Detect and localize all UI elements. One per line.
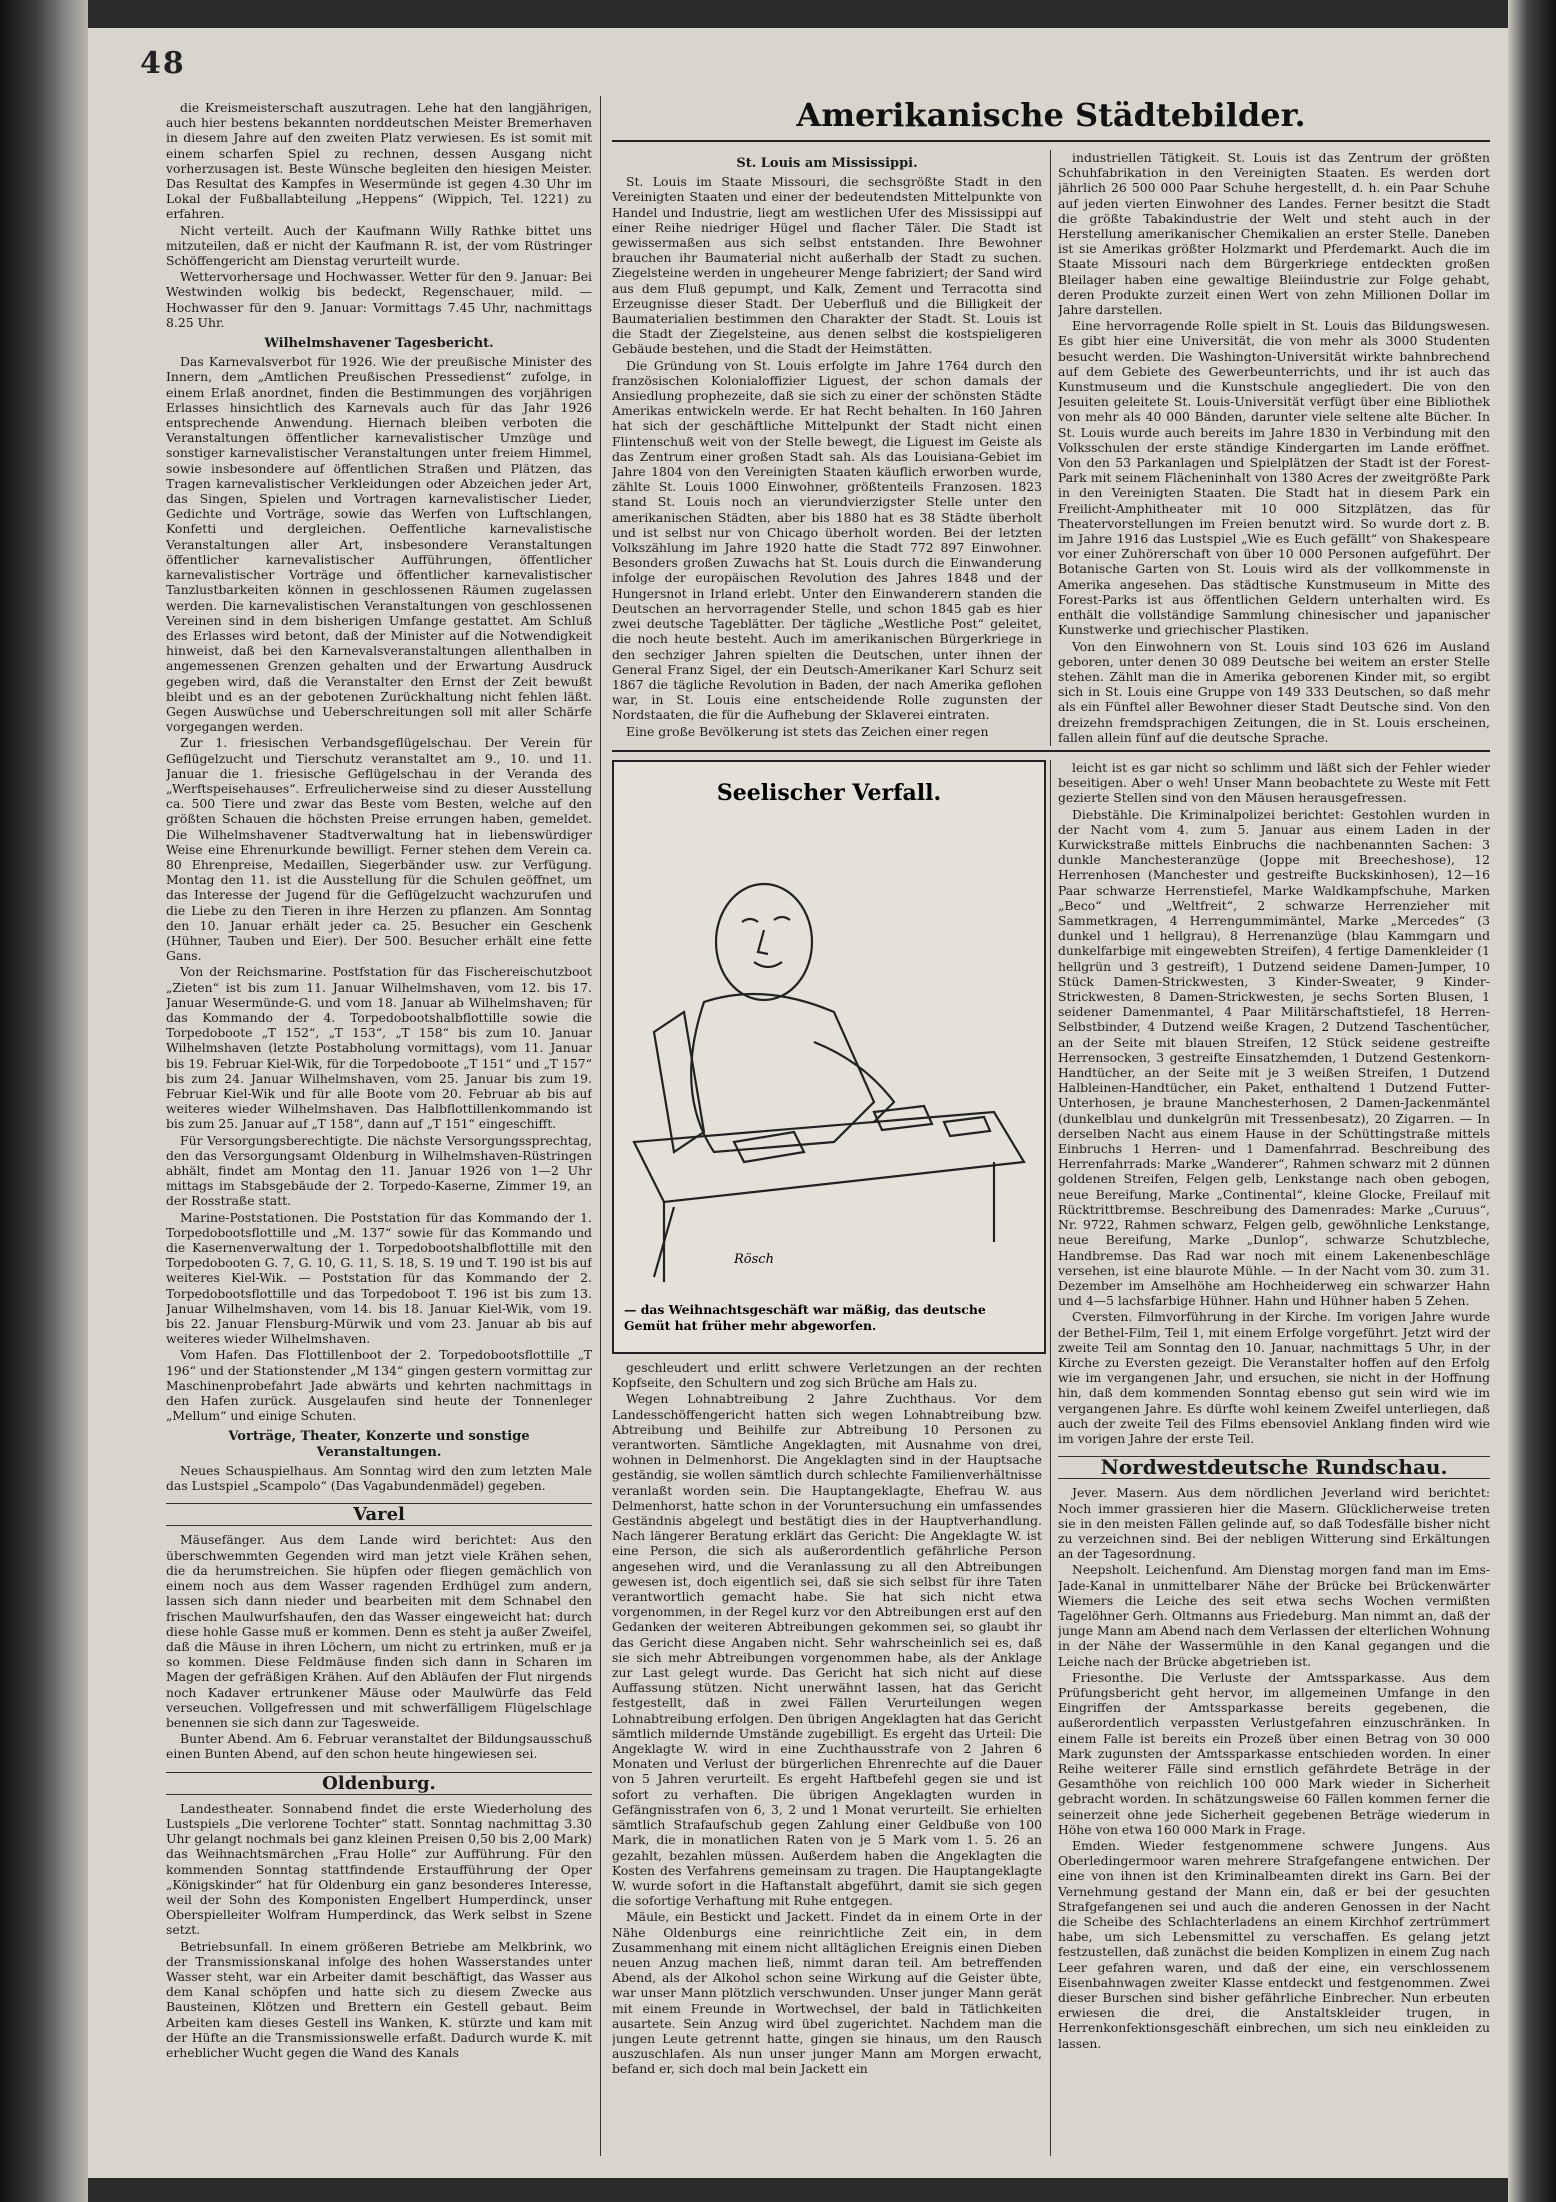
section-heading: Wilhelmshavener Tagesbericht. <box>264 336 494 352</box>
figure-body <box>691 994 874 1152</box>
column-rule <box>1050 150 1051 746</box>
paragraph: Landestheater. Sonnabend findet die erste Wiederholung des Lustspiels „Die verlorene Tochter“ statt. Sonntag nachmittag 3.30 Uhr gelangt nochmals bei ganz kleinen Preisen 0,50 bis 2,00 Mark) das Weihnachtsmärchen „Frau Holle“ zur Aufführung. Für den kommenden Sonntag stattfindende Erstaufführung der Oper „Königskinder“ hat für Oldenburg ein ganz besonderes Interesse, weil der Sohn des Komponisten Engelbert Humperdinck, unser Oberspielleiter Wolfram Humperdinck, das Werk selbst in Szene setzt. <box>166 1800 592 1938</box>
column-middle-bottom <box>612 1360 1042 2156</box>
paragraph: St. Louis im Staate Missouri, die sechsgrößte Stadt in den Vereinigten Staaten und einer der bedeutendsten Mittelpunkte von Handel und Industrie, liegt am westlichen Ufer des Mississippi auf einer Reihe niedriger Hügel und flacher Täler. Die Stadt ist gewissermaßen aus sich selbst entstanden. Ihre Bewohner brauchen ihr Baumaterial nicht außerhalb der Stadt zu suchen. Ziegelsteine werden in ungeheurer Menge fabriziert; der Sand wird aus dem Fluß gepumpt, und Kalk, Zement und Terracotta sind Erzeugnisse dieser Stadt. Der Ueberfluß und die Billigkeit der Baumaterialien bestimmen den Charakter der Stadt. St. Louis ist die Stadt der Ziegelsteine, aus denen selbst die kostspieligeren Gebäude bestehen, und die Stadt der Heimstätten. <box>612 174 1042 357</box>
paragraph: Zur 1. friesischen Verbandsgeflügelschau. Der Verein für Geflügelzucht und Tierschutz veranstaltet am 9., 10. und 11. Januar die 1. friesische Geflügelschau in der Veranda des „Werftspeisehauses“. Erfreulicherweise sind zu dieser Ausstellung ca. 500 Tiere und zwar das Beste vom Besten, welche auf den größten Schauen die höchsten Preise errungen haben, gemeldet. Die Wilhelmshavener Stadtverwaltung hat in liebenswürdiger Weise eine Ehrenurkunde bewilligt. Ferner stehen dem Verein ca. 80 Ehrenpreise, Medaillen, Siegerbänder usw. zur Verfügung. Montag den 11. ist die Ausstellung für die Schulen geöffnet, um das Interesse der Jugend für die Geflügelzucht wachzurufen und die Liebe zu den Tieren in ihre Herzen zu pflanzen. Am Sonntag den 10. Januar erhält jeder ca. 25. Besucher ein Geschenk (Hühner, Tauben und Eier). Der 500. Besucher erhält eine fette Gans. <box>166 735 592 964</box>
section-heading: Oldenburg. <box>166 1772 592 1795</box>
paragraph: industriellen Tätigkeit. St. Louis ist das Zentrum der größten Schuhfabrikation in den Vereinigten Staaten. Es werden dort jährlich 26 500 000 Paar Schuhe hergestellt, d. h. ein Paar Schuhe auf jeden vierten Einwohner des Landes. Ferner besitzt die Stadt die größte Tabakindustrie der Welt und steht auch in der Herstellung amerikanischer Chemikalien an erster Stelle. Daneben ist sie Amerikas größter Holzmarkt und Pferdemarkt. Auch die im Staate Missouri nach dem Bürgerkriege entdeckten großen Bleilager haben eine gewaltige Bleiindustrie zur Folge gehabt, deren Produkte zurzeit einen Wert von zehn Millionen Dollar im Jahre darstellen. <box>1058 150 1490 318</box>
headline-rule <box>612 140 1490 142</box>
column-rule <box>1050 760 1051 2156</box>
figure-head <box>716 884 812 1000</box>
paragraph: leicht ist es gar nicht so schlimm und läßt sich der Fehler wieder beseitigen. Aber o weh! Unser Mann beobachtete zu Weste mit Fett gezierte Stellen sind von den Mäusen herausgefressen. <box>1058 760 1490 806</box>
paragraph: Marine-Poststationen. Die Poststation für das Kommando der 1. Torpedobootsflottille und „M. 137“ sowie für das Kommando und die Kasernenverwaltung der 1. Torpedobootshalbflottille mit den Torpedobooten G. 7, G. 10, G. 11, S. 18, S. 19 und T. 190 ist bis auf weiteres Kiel-Wik. — Poststation für das Kommando der 2. Torpedobootsflottille und das Torpedoboot T. 196 ist bis zum 13. Januar Wilhelmshaven, vom 14. bis 18. Januar Kiel-Wik, vom 19. bis 22. Januar Flensburg-Mürwik und vom 23. Januar ab bis auf weiteres wieder Wilhelmshaven. <box>166 1209 592 1347</box>
paragraph: Nicht verteilt. Auch der Kaufmann Willy Rathke bittet uns mitzuteilen, daß er nicht der Kaufmann R. ist, der vom Rüstringer Schöffengericht am Dienstag verurteilt wurde. <box>166 222 592 269</box>
paragraph: Diebstähle. Die Kriminalpolizei berichtet: Gestohlen wurden in der Nacht vom 4. zum 5. Januar aus einem Laden in der Kurwickstraße mittels Einbruchs die nachbenannten Sachen: 3 dunkle Manchesteranzüge (Joppe mit Breecheshose), 12 Herrenhosen (Manchester und gestreifte Buckskinhosen), 12—16 Paar schwarze Herrenstiefel, Marke Waldkampfschuhe, Marken „Beco“ und „Weltfreit“, 2 schwarze Herrenzieher mit Sammetkragen, 4 Herrengummimäntel, Marke „Mercedes“ (3 dunkel und 1 hellgrau), 8 Herrenanzüge (blau Kammgarn und dunkelfarbige mit eingewebten Streifen), 4 fertige Damenkleider (1 hellgrün und 3 gestreift), 1 Dutzend seidene Damen-Jumper, 10 Stück Damen-Strickwesten, 3 Kinder-Sweater, 9 Kinder-Strickwesten, 8 Damen-Strickwesten, je sechs Sorten Blusen, 1 seidener Damenmantel, 4 Paar Militärschaftstiefel, 18 Herren-Selbstbinder, 4 Dutzend weiße Kragen, 2 Dutzend Taschentücher, an der Seite mit blauen Streifen, 12 Stück seidene gestreifte Herrensocken, 3 gestreifte Einsatzhemden, 1 Dutzend Gestenkorn-Handtücher, an der Seite mit je 3 weißen Streifen, 1 Dutzend Halbleinen-Handtücher, ein Paket, enthaltend 1 Dutzend Futter-Unterhosen, je braune Manchesterhosen, 2 Damen-Jackenmäntel (dunkelblau und dunkelgrün mit Tressenbesatz), 20 Zigarren. — In derselben Nacht aus einem Hause in der Schüttingstraße mittels Einbruchs 1 Herren- und 1 Damenfahrrad. Beschreibung des Herrenfahrrads: Marke „Wanderer“, Rahmen schwarz mit 2 dünnen goldenen Streifen, Felgen gelb, Lenkstange nach oben gebogen, neue Bereifung, Marke „Continental“, kleine Glocke, Freilauf mit Rücktrittbremse. Beschreibung des Damenrades: Marke „Curuus“, Nr. 9722, Rahmen schwarz, Felgen gelb, gewöhnliche Lenkstange, neue Bereifung, Marke „Dunlop“, schwarze Schutzbleche, Handbremse. Das Rad war noch mit einem Lakenenbeschläge versehen, ist eine blaurote Mühle. — In der Nacht vom 30. zum 31. Dezember im Amselhöhe am Hochheiderweg ein schwarzer Hahn und 4—5 lachsfarbige Hühner. Hahn und Hühner haben 5 Zehen. <box>1058 806 1490 1309</box>
section-heading: St. Louis am Mississippi. <box>736 156 918 171</box>
cartoon-drawing <box>614 812 1044 1292</box>
scan-edge-left <box>0 0 88 2202</box>
paragraph: Mäule, ein Bestickt und Jackett. Findet da in einem Orte in der Nähe Oldenburgs eine reinrichtliche Zeit ein, in dem Zusammenhang mit einem nicht alltäglichen Ereignis einen Dieben neuen Anzug machen ließ, nimmt daran teil. Am betreffenden Abend, als der Alkohol schon seine Wirkung auf die Geister übte, war unser Mann plötzlich verschwunden. Unser junger Mann gerät mit einem Freunde in Wortwechsel, der bald in Tätlichkeiten ausartete. Sein Anzug wird übel zugerichtet. Nachdem man die jungen Leute getrennt hatte, gingen sie hinaus, um den Rausch auszuschlafen. Als nun unser junger Mann am Morgen erwacht, befand er, sich doch mal bein Jackett ein <box>612 1909 1042 2077</box>
paragraph: Betriebsunfall. In einem größeren Betriebe am Melkbrink, wo der Transmissionskanal infolge des hohen Wasserstandes unter Wasser steht, war ein Arbeiter damit beschäftigt, das Wasser aus dem Kanal schöpfen und hatte sich zu diesem Zwecke aus Bausteinen, Klötzen und Brettern ein Gestell gebaut. Beim Arbeiten kam dieses Gestell ins Wanken, K. stürzte und kam mit der Hüfte an die Transmissionswelle erfaßt. Dadurch wurde K. mit erheblicher Wucht gegen die Wand des Kanals <box>166 1938 592 2060</box>
paragraph: die Kreismeisterschaft auszutragen. Lehe hat den langjährigen, auch hier bestens bekannten norddeutschen Meister Bremerhaven in diesem Jahre auf den zweiten Platz verwiesen. Es ist somit mit einem scharfen Spiel zu rechnen, dessen Ausgang nicht vorherzusagen ist. Beste Wünsche begleiten den hiesigen Meister. Das Resultat des Kampfes in Wesermünde ist gegen 4.30 Uhr im Lokal der Fußballabteilung „Heppens“ (Wippich, Tel. 1221) zu erfahren. <box>166 100 592 222</box>
paragraph: Eine große Bevölkerung ist stets das Zeichen einer regen <box>626 723 989 739</box>
paragraph: Das Karnevalsverbot für 1926. Wie der preußische Minister des Innern, dem „Amtlichen Preußischen Pressedienst“ zufolge, in einem Erlaß anordnet, finden die Bestimmungen des vorjährigen Erlasses hinsichtlich des Karnevals auch für das Jahr 1926 entsprechende Anwendung. Hiernach bleiben verboten die Veranstaltungen öffentlicher karnevalistischer Umzüge und sonstiger karnevalistischer Veranstaltungen unter freiem Himmel, sowie insbesondere auf öffentlichen Straßen und Plätzen, das Tragen karnevalistischer Verkleidungen oder Abzeichen jeder Art, das Singen, Spielen und Vortragen karnevalistischer Lieder, Gedichte und Vorträge, sowie das Werfen von Luftschlangen, Konfetti und dergleichen. Oeffentliche karnevalistische Veranstaltungen aller Art, insbesondere Veranstaltungen öffentlicher karnevalistischer Aufführungen, öffentlicher karnevalistischer Vorträge und öffentlicher karnevalistischer Tanzlustbarkeiten können in geschlossenen Räumen zugelassen werden. Die karnevalistischen Veranstaltungen von geschlossenen Vereinen sind in dem bisherigen Umfange gestattet. Am Schluß des Erlasses wird betont, daß der Minister auf die Notwendigkeit hinweist, daß bei den Karnevalsveranstaltungen allenthalben in angemessenen Grenzen gehalten und der Erwartung Ausdruck gegeben wird, daß die Veranstalter den Ernst der Zeit bewußt bleibt und es an der gebotenen Zurückhaltung nicht fehlen läßt. Gegen Auswüchse und Ueberschreitungen soll mit aller Schärfe vorgegangen werden. <box>166 354 592 735</box>
column-rule <box>600 96 601 2156</box>
paragraph: Die Gründung von St. Louis erfolgte im Jahre 1764 durch den französischen Kolonialoffizier Liguest, der schon damals der Ansiedlung prophezeite, daß sie sich zu einer der schönsten Städte Amerikas entwickeln werde. Er hat Recht behalten. In 160 Jahren hat sich der geschäftliche Mittelpunkt der Stadt nicht einen Flintenschuß weit von der Stelle bewegt, die Liguest im Geiste als das Zentrum einer großen Stadt sah. Als das Louisiana-Gebiet im Jahre 1804 von den Vereinigten Staaten käuflich erworben wurde, zählte St. Louis 1000 Einwohner, größtenteils Franzosen. 1823 stand St. Louis noch an vierundvierzigster Stelle unter den amerikanischen Städten, aber bis 1880 hat es 38 Städte überholt und ist selbst nur von Chicago überholt worden. Bei der letzten Volkszählung im Jahre 1920 hatte die Stadt 772 897 Einwohner. Besonders großen Zuwachs hat St. Louis durch die Einwanderung infolge der europäischen Revolution des Jahres 1848 und der Hungersnot in Irland erlebt. Unter den Einwanderern standen die Deutschen an hervorragender Stelle, und schon 1845 gab es hier zwei deutsche Tageblätter. Der tägliche „Westliche Post“ geleitet, die noch heute besteht. Auch im amerikanischen Bürgerkriege in den sechziger Jahren spielten die Deutschen, unter ihnen der General Franz Sigel, der ein Deutsch-Amerikaner Karl Schurz seit 1867 die tägliche Revolution in Baden, der nach Amerika geflohen war, in St. Louis eine entscheidende Rolle zugunsten der Nordstaaten, die für die Aufhebung der Sklaverei eintraten. <box>612 357 1042 723</box>
scan-edge-right <box>1508 0 1556 2202</box>
cartoon <box>612 760 1046 1354</box>
column-right-top <box>1058 150 1490 746</box>
main-headline: Amerikanische Städtebilder. <box>796 96 1306 134</box>
paragraph: Friesonthe. Die Verluste der Amtssparkasse. Aus dem Prüfungsbericht geht hervor, im allgemeinen Umfange in den Eingriffen der Amtssparkasse bereits gegebenen, die außerordentlich verpassten Verlustgefahren einzuschränken. In einem Falle ist bereits ein Prozeß über einen Betrag von 30 000 Mark zugunsten der Amtssparkasse entschieden worden. In einer Reihe weiterer Fälle sind ernstlich gefährdete Beträge in der Gesamthöhe von reichlich 100 000 Mark wieder in Sicherheit gebracht worden. In schätzungsweise 60 Fällen kommen ferner die seinerzeit ohne jede Sicherheit gegebenen Beträge wiederum in Höhe von etwa 160 000 Mark in Frage. <box>1058 1669 1490 1837</box>
paragraph: Von der Reichsmarine. Postfstation für das Fischereischutzboot „Zieten“ ist bis zum 11. Januar Wilhelmshaven, vom 12. bis 17. Januar Wesermünde-G. und vom 18. Januar ab Wilhelmshaven; für das Kommando der 4. Torpedobootshalbflottille sowie die Torpedoboote „T 152“, „T 153“, „T 158“ bis zum 10. Januar Wilhelmshaven (letzte Postabholung vormittags), vom 11. Januar bis 19. Februar Kiel-Wik, für die Torpedoboote „T 151“ und „T 157“ bis zum 24. Januar Wilhelmshaven, vom 25. Januar bis zum 19. Februar Kiel-Wik und für alle Boote vom 20. Februar ab bis auf weiteres wieder Wilhelmshaven. Das Halbflottillenkommando ist bis zum 25. Januar auf „T 158“, dann auf „T 151“ eingeschifft. <box>166 964 592 1132</box>
paragraph: Cversten. Filmvorführung in der Kirche. Im vorigen Jahre wurde der Bethel-Film, Teil 1, mit einem Erfolge vorgeführt. Jetzt wird der zweite Teil am Sonntag den 10. Januar, nachmittags 5 Uhr, in der Kirche zu Eversten gezeigt. Die Veranstalter hoffen auf den Erfolg wie im vergangenen Jahr, und ersuchen, sie nicht in der Hoffnung hin, daß dem kommenden Sonntag ebenso gut sein wird wie im vergangenen Jahre. Es dürfte wohl keinem Zweifel unterliegen, daß auch der zweite Teil des Films ebensoviel Anklang finden wird wie im vorigen Jahre der erste Teil. <box>1058 1309 1490 1446</box>
figure-face <box>742 917 790 967</box>
column-right-bottom <box>1058 760 1490 2156</box>
paragraph: geschleudert und erlitt schwere Verletzungen an der rechten Kopfseite, den Schultern und zog sich Brüche am Hals zu. <box>612 1360 1042 1391</box>
section-heading: Nordwestdeutsche Rundschau. <box>1058 1456 1490 1479</box>
paragraph: Neues Schauspielhaus. Am Sonntag wird den zum letzten Male das Lustspiel „Scampolo“ (Das Vagabundenmädel) gegeben. <box>166 1462 592 1494</box>
page-number: 48 <box>140 46 186 81</box>
paragraph: Mäusefänger. Aus dem Lande wird berichtet: Aus den überschwemmten Gegenden wird man jetzt viele Krähen sehen, die da herumstreichen. Sie hüpfen oder fliegen gemächlich von einem noch aus dem Wasser ragenden Erdhügel zum andern, lassen sich dann nieder und bearbeiten mit dem Schnabel den frischen Maulwurfshaufen, den das Wasser eingeweicht hat: durch diese hohle Gasse muß er kommen. Denn es steht ja außer Zweifel, daß die Mäuse in ihren Löchern, um nicht zu ertrinken, muß er ja so kommen. Diese Feldmäuse finden sich dann in Scharen im Magen der gefräßigen Krähen. Auf den Abläufen der Flut nirgends noch Kadaver ertrunkener Mäuse oder Maulwürfe das Feld verseuchen. Vollgefressen und mit schwerfälligem Flügelschlage benennen sie sich dann zur Tagesweide. <box>166 1532 592 1730</box>
cartoon-signature: Rösch <box>734 1252 774 1267</box>
paragraph: Neepsholt. Leichenfund. Am Dienstag morgen fand man im Ems-Jade-Kanal in unmittelbarer Nähe der Brücke bei Brückenwärter Wiemers die Leiche des seit etwa sechs Wochen vermißten Tagelöhner Gerh. Oltmanns aus Friedeburg. Man nimmt an, daß der junge Mann am Abend nach dem Verlassen der elterlichen Wohnung in der Nähe der Wassermühle in den Kanal gegangen und die Leiche nach der Brücke abgetrieben ist. <box>1058 1562 1490 1669</box>
paragraph: Bunter Abend. Am 6. Februar veranstaltet der Bildungsausschuß einen Bunten Abend, auf den schon heute hingewiesen sei. <box>166 1731 592 1762</box>
column-left <box>166 100 592 2160</box>
section-rule <box>612 750 1490 752</box>
paragraph: Emden. Wieder festgenommene schwere Jungens. Aus Oberledingermoor waren mehrere Strafgefangene entwichen. Der eine von ihnen ist den Kriminalbeamten direkt ins Garn. Bei der Vernehmung gestand der Mann ein, daß er bei der gesuchten Strafgefangenen sei und auch die anderen Genossen in der Nacht die Scheibe des Schlachterladens an einem Kirchhof zertrümmert habe, um sich Lebensmittel zu verschaffen. Es gelang jetzt festzustellen, daß zunächst die beiden Komplizen in einem Zug nach Leer gefahren waren, und daß der eine, ein verschlossenem Eisenbahnwagen zweiter Klasse entdeckt und festgenommen. Zwei dieser Burschen sind bisher gefährliche Einbrecher. Nun erbeuten erwiesen die drei, die Anstaltskleider trugen, in Herrenkonfektionsgeschäft einbrechen, um sich neu einkleiden zu lassen. <box>1058 1838 1490 2051</box>
paragraph: Für Versorgungsberechtigte. Die nächste Versorgungssprechtag, den das Versorgungsamt Oldenburg in Wilhelmshaven-Rüstringen abhält, findet am Montag den 11. Januar 1926 von 1—2 Uhr mittags im Stabsgebäude der 2. Torpedo-Kaserne, Zimmer 19, an der Rosstraße statt. <box>166 1132 592 1209</box>
paragraph: Wegen Lohnabtreibung 2 Jahre Zuchthaus. Vor dem Landesschöffengericht hatten sich wegen Lohnabtreibung bzw. Abtreibung und Beihilfe zur Abtreibung 10 Personen zu verantworten. Sämtliche Angeklagten, mit Ausnahme von drei, wohnen in Delmenhorst. Die Angeklagten sind in der Hauptsache geständig, sie wollen sämtlich durch schlechte Familienverhältnisse veranlaßt worden sein. Die Hauptangeklagte, Ehefrau W. aus Delmenhorst, hatte schon in der Voruntersuchung ein umfassendes Geständnis abgelegt und bestätigt dies in der Hauptverhandlung. Nach längerer Beratung erklärt das Gericht: Die Angeklagte W. ist eine Person, die sich als außerordentlich gefährliche Person angesehen wird, und die Veranlassung zu all den Abtreibungen gewesen ist, doch eigentlich sei, daß sie sich selbst für ihre Taten verantwortlich gemacht habe. Sie hat sich nicht etwa vorgenommen, in der Regel kurz vor den Abtreibungen erst auf den Gedanken der weiteren Abtreibungen gekommen sei, so glaubt ihr das Gericht diese Angaben nicht. Sehr wahrscheinlich sei es, daß sie sich mehr Abtreibungen vorgenommen habe, als der Anklage zur Last gelegt wurde. Das Gericht hat sich nicht auf diese Auffassung stützen. Nicht unerwähnt lassen, hat das Gericht festgestellt, daß in zwei Fällen Verurteilungen wegen Lohnabtreibung erfolgen. Den übrigen Angeklagten hat das Gericht sämtlich mildernde Umstände zugebilligt. Es ergeht das Urteil: Die Angeklagte W. wird in eine Zuchthausstrafe von 2 Jahren 6 Monaten und Verlust der bürgerlichen Ehrenrechte auf die Dauer von 5 Jahren verurteilt. Es ergeht Haftbefehl gegen sie und ist sofort zu verhaften. Die übrigen Angeklagten wurden in Gefängnisstrafen von 6, 3, 2 und 1 Monat verurteilt. Sie erhielten sämtlich Strafaufschub gegen Zahlung einer Geldbuße von 100 Mark, die in monatlichen Raten von je 5 Mark vom 1. 5. 26 an gezahlt, bezahlen müssen. Außerdem haben die Angeklagten die Kosten des Verfahrens gemeinsam zu tragen. Die Hauptangeklagte W. wurde sofort in die Haftanstalt abgeführt, damit sie sich gegen die sofortige Verhaftung mit Ruhe entgegen. <box>612 1391 1042 1909</box>
section-heading: Varel <box>166 1503 592 1526</box>
paragraph: Wettervorhersage und Hochwasser. Wetter für den 9. Januar: Bei Westwinden wolkig bis bedeckt, Regenschauer, mild. — Hochwasser für den 9. Januar: Vormittags 7.45 Uhr, nachmittags 8.25 Uhr. <box>166 269 592 330</box>
cartoon-caption: — das Weihnachtsgeschäft war mäßig, das deutsche Gemüt hat früher mehr abgeworfen. <box>624 1302 986 1333</box>
paragraph: Jever. Masern. Aus dem nördlichen Jeverland wird berichtet: Noch immer grassieren hier die Masern. Glücklicherweise treten sie in den meisten Fällen gelinde auf, so daß Todesfälle bisher nicht zu verzeichnen sind. Bei der nebligen Witterung sind Erkältungen an der Tagesordnung. <box>1058 1485 1490 1562</box>
cartoon-title: Seelischer Verfall. <box>716 780 942 806</box>
paragraph: Vom Hafen. Das Flottillenboot der 2. Torpedobootsflottille „T 196“ und der Stationstender „M 134“ gingen gestern vormittag zur Maschinenprobefahrt Jade abwärts und kehrten nachmittags in den Hafen zurück. Ausgelaufen sind heute der Tonnenleger „Mellum“ und einige Schuten. <box>166 1347 592 1424</box>
paragraph: Von den Einwohnern von St. Louis sind 103 626 im Ausland geboren, unter denen 30 089 Deutsche bei weitem an erster Stelle stehen. Zählt man die in Amerika geborenen Kinder mit, so ergibt sich in St. Louis eine Gruppe von 149 333 Deutschen, so daß mehr als ein Fünftel aller Bewohner dieser Stadt Deutsche sind. Von den dreizehn fremdsprachigen Zeitungen, die in St. Louis erscheinen, fallen allein fünf auf die deutsche Sprache. <box>1058 638 1490 745</box>
paragraph: Eine hervorragende Rolle spielt in St. Louis das Bildungswesen. Es gibt hier eine Universität, die von mehr als 3000 Studenten besucht werden. Die Washington-Universität wirkte bahnbrechend auf dem Gebiete des Gewerbeunterrichts, und ihr ist auch das Kunstmuseum und die Kunstschule angegliedert. Die von den Jesuiten geleitete St. Louis-Universität verfügt über eine Bibliothek von mehr als 40 000 Bänden, darunter viele seltene alte Bücher. In St. Louis wurde auch bereits im Jahre 1830 in Verbindung mit den Volksschulen der erste ständige Kindergarten im Lande eröffnet. Von den 53 Parkanlagen und Spielplätzen der Stadt ist der Forest-Park mit seinem Flächeninhalt von 1380 Acres der zweitgrößte Park in den Vereinigten Staaten. Die Stadt hat in diesem Park ein Freilicht-Amphitheater mit 10 000 Sitzplätzen, das für Theatervorstellungen im Freien benutzt wird. So wurde dort z. B. im Jahre 1916 das Lustspiel „Wie es Euch gefällt“ von Shakespeare vor einer Zuhörerschaft von über 10 000 Personen aufgeführt. Der Botanische Garten von St. Louis wird als der vollkommenste in Amerika angesehen. Das städtische Kunstmuseum in Mitte des Forest-Parks ist aus öffentlichen Geldern unterhalten wird. Es enthält die vollständige Sammlung chinesischer und japanischer Kunstwerke und griechischer Plastiken. <box>1058 318 1490 638</box>
section-heading: Vorträge, Theater, Konzerte und sonstige Veranstaltungen. <box>228 1429 530 1460</box>
desk <box>634 1112 1024 1282</box>
column-middle-top <box>612 150 1042 746</box>
